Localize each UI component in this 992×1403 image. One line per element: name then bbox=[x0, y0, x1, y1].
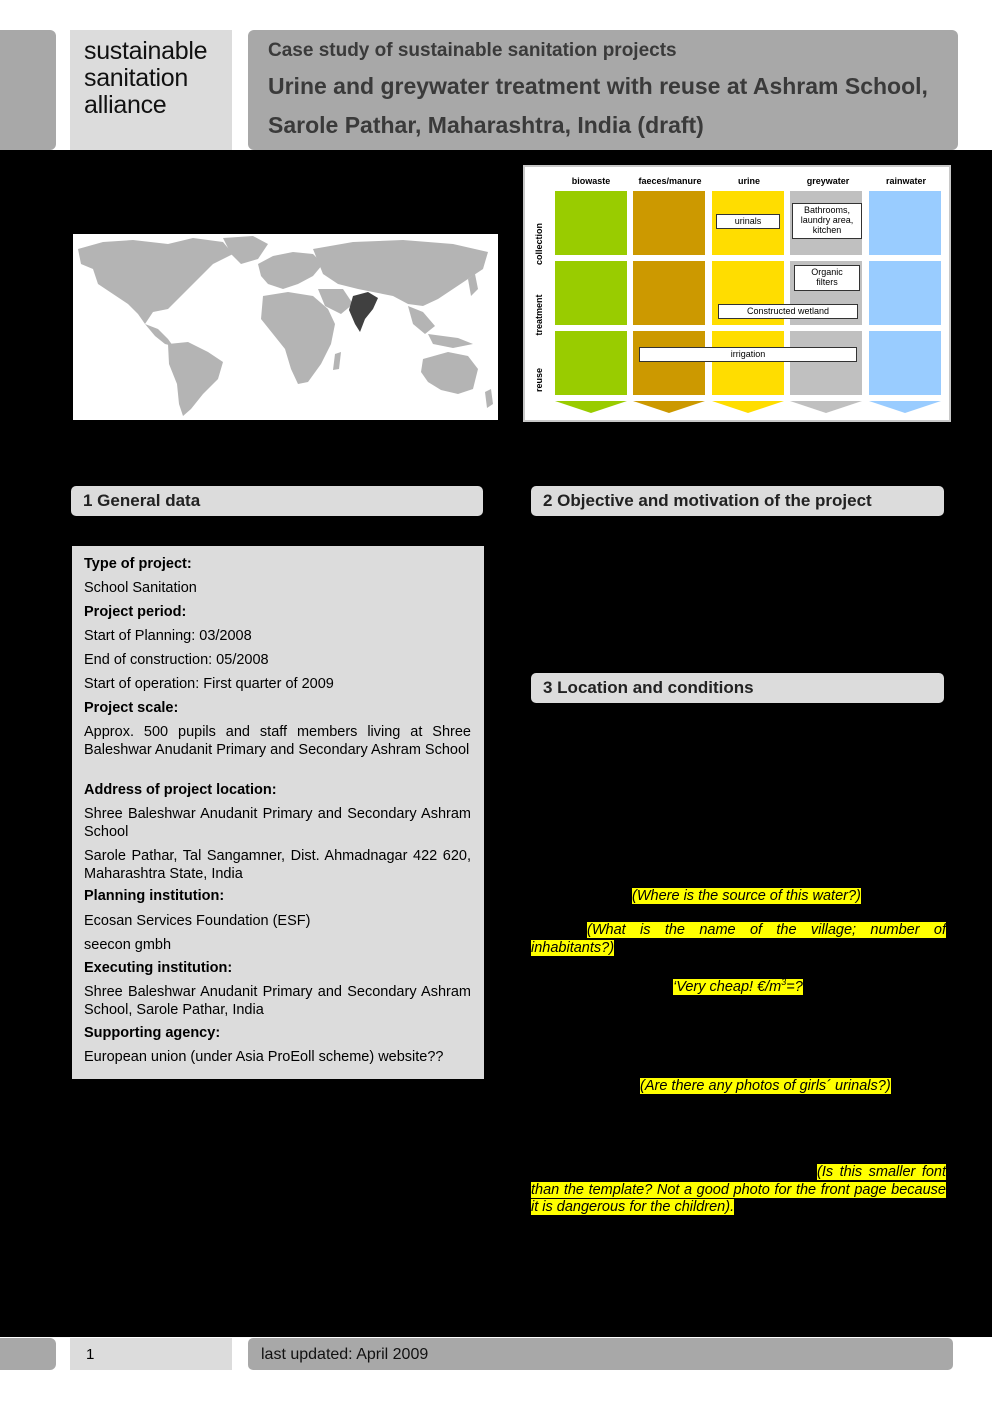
label-irrigation: irrigation bbox=[639, 347, 857, 362]
supporting-value: European union (under Asia ProEoll scheme) website?? bbox=[84, 1049, 444, 1065]
cell-faeces-treatment bbox=[633, 261, 705, 325]
cell-biowaste-treatment bbox=[555, 261, 627, 325]
address-label: Address of project location: bbox=[84, 782, 277, 798]
cell-rainwater-reuse bbox=[869, 331, 941, 395]
period-label: Project period: bbox=[84, 604, 187, 620]
logo-line-1: sustainable bbox=[84, 37, 208, 65]
alliance-logo bbox=[84, 38, 207, 119]
column-header-urine: urine bbox=[737, 176, 760, 186]
page-subtitle: Case study of sustainable sanitation projects bbox=[268, 40, 677, 61]
note-water-source bbox=[632, 888, 861, 906]
section-general-data: 1 General data bbox=[71, 486, 483, 516]
note-cost-end: =? bbox=[786, 978, 803, 995]
logo-line-3: alliance bbox=[84, 91, 167, 119]
cell-faeces-collection bbox=[633, 191, 705, 255]
period-construction: End of construction: 05/2008 bbox=[84, 652, 269, 668]
sanitation-system-matrix bbox=[523, 165, 951, 422]
note-photos-text: (Are there any photos of girls´ urinals?) bbox=[640, 1078, 891, 1094]
cell-biowaste-reuse bbox=[555, 331, 627, 395]
row-header-treatment: treatment bbox=[534, 294, 544, 336]
note-font-text: (Is this smaller font than the template? Not a good photo for the front page because it is dangerous for the children). bbox=[531, 1164, 946, 1215]
label-bathrooms-line-3: kitchen bbox=[812, 225, 842, 235]
page-title-line-2: Sarole Pathar, Maharashtra, India (draft) bbox=[268, 112, 704, 138]
period-operation: Start of operation: First quarter of 2009 bbox=[84, 676, 334, 692]
planning-institution-1: Ecosan Services Foundation (ESF) bbox=[84, 913, 311, 929]
section-location: 3 Location and conditions bbox=[531, 673, 944, 703]
type-value: School Sanitation bbox=[84, 580, 197, 596]
cell-urine-reuse bbox=[712, 331, 784, 395]
type-label: Type of project: bbox=[84, 556, 192, 572]
note-water-source-text: (Where is the source of this water?) bbox=[632, 888, 861, 904]
note-cost bbox=[673, 974, 803, 996]
last-updated: last updated: April 2009 bbox=[261, 1346, 429, 1363]
supporting-label: Supporting agency: bbox=[84, 1025, 221, 1041]
page-number: 1 bbox=[86, 1346, 95, 1363]
note-cost-text: ‘Very cheap! €/m bbox=[673, 978, 782, 995]
executing-label: Executing institution: bbox=[84, 960, 233, 976]
note-village-text: (What is the name of the village; number of inhabitants?) bbox=[531, 922, 946, 956]
period-planning: Start of Planning: 03/2008 bbox=[84, 628, 252, 644]
planning-label: Planning institution: bbox=[84, 888, 225, 904]
note-font bbox=[531, 1164, 946, 1217]
column-header-greywater: greywater bbox=[806, 176, 850, 186]
column-header-faeces: faeces/manure bbox=[638, 176, 702, 186]
footer-left-bar bbox=[0, 1338, 56, 1370]
column-header-rainwater: rainwater bbox=[885, 176, 927, 186]
executing-value: Shree Baleshwar Anudanit Primary and Secondary Ashram School, Sarole Pathar, India bbox=[84, 984, 471, 1018]
section-objective: 2 Objective and motivation of the project bbox=[531, 486, 944, 516]
cell-biowaste-collection bbox=[555, 191, 627, 255]
row-header-collection: collection bbox=[534, 223, 544, 266]
label-organic-filters bbox=[794, 265, 860, 291]
row-header-reuse: reuse bbox=[534, 367, 544, 393]
address-line-1: Shree Baleshwar Anudanit Primary and Secondary Ashram School bbox=[84, 806, 471, 840]
column-header-biowaste: biowaste bbox=[571, 176, 611, 186]
cell-faeces-reuse bbox=[633, 331, 705, 395]
label-urinals: urinals bbox=[716, 214, 780, 229]
note-photos bbox=[640, 1078, 891, 1096]
world-map bbox=[73, 234, 498, 420]
planning-institution-2: seecon gmbh bbox=[84, 937, 172, 953]
label-organic-line-2: filters bbox=[816, 277, 838, 287]
flow-arrows bbox=[525, 399, 949, 417]
cell-rainwater-treatment bbox=[869, 261, 941, 325]
label-bathrooms-line-1: Bathrooms, bbox=[803, 205, 851, 215]
logo-line-2: sanitation bbox=[84, 64, 189, 92]
label-constructed-wetland: Constructed wetland bbox=[718, 304, 858, 319]
note-cost-superscript: 3 bbox=[781, 977, 787, 987]
world-map-graphic bbox=[73, 234, 498, 420]
label-bathrooms-line-2: laundry area, bbox=[800, 215, 854, 225]
cell-greywater-reuse bbox=[790, 331, 862, 395]
label-organic-line-1: Organic bbox=[811, 267, 843, 277]
cell-rainwater-collection bbox=[869, 191, 941, 255]
header-left-bar bbox=[0, 30, 56, 150]
page-title-line-1: Urine and greywater treatment with reuse at Ashram School, bbox=[268, 73, 928, 99]
note-village bbox=[531, 922, 946, 957]
scale-value: Approx. 500 pupils and staff members living at Shree Baleshwar Anudanit Primary and Secondary Ashram School bbox=[84, 724, 471, 758]
address-line-2: Sarole Pathar, Tal Sangamner, Dist. Ahmadnagar 422 620, Maharashtra State, India bbox=[84, 848, 471, 882]
label-bathrooms bbox=[792, 203, 862, 239]
scale-label: Project scale: bbox=[84, 700, 179, 716]
